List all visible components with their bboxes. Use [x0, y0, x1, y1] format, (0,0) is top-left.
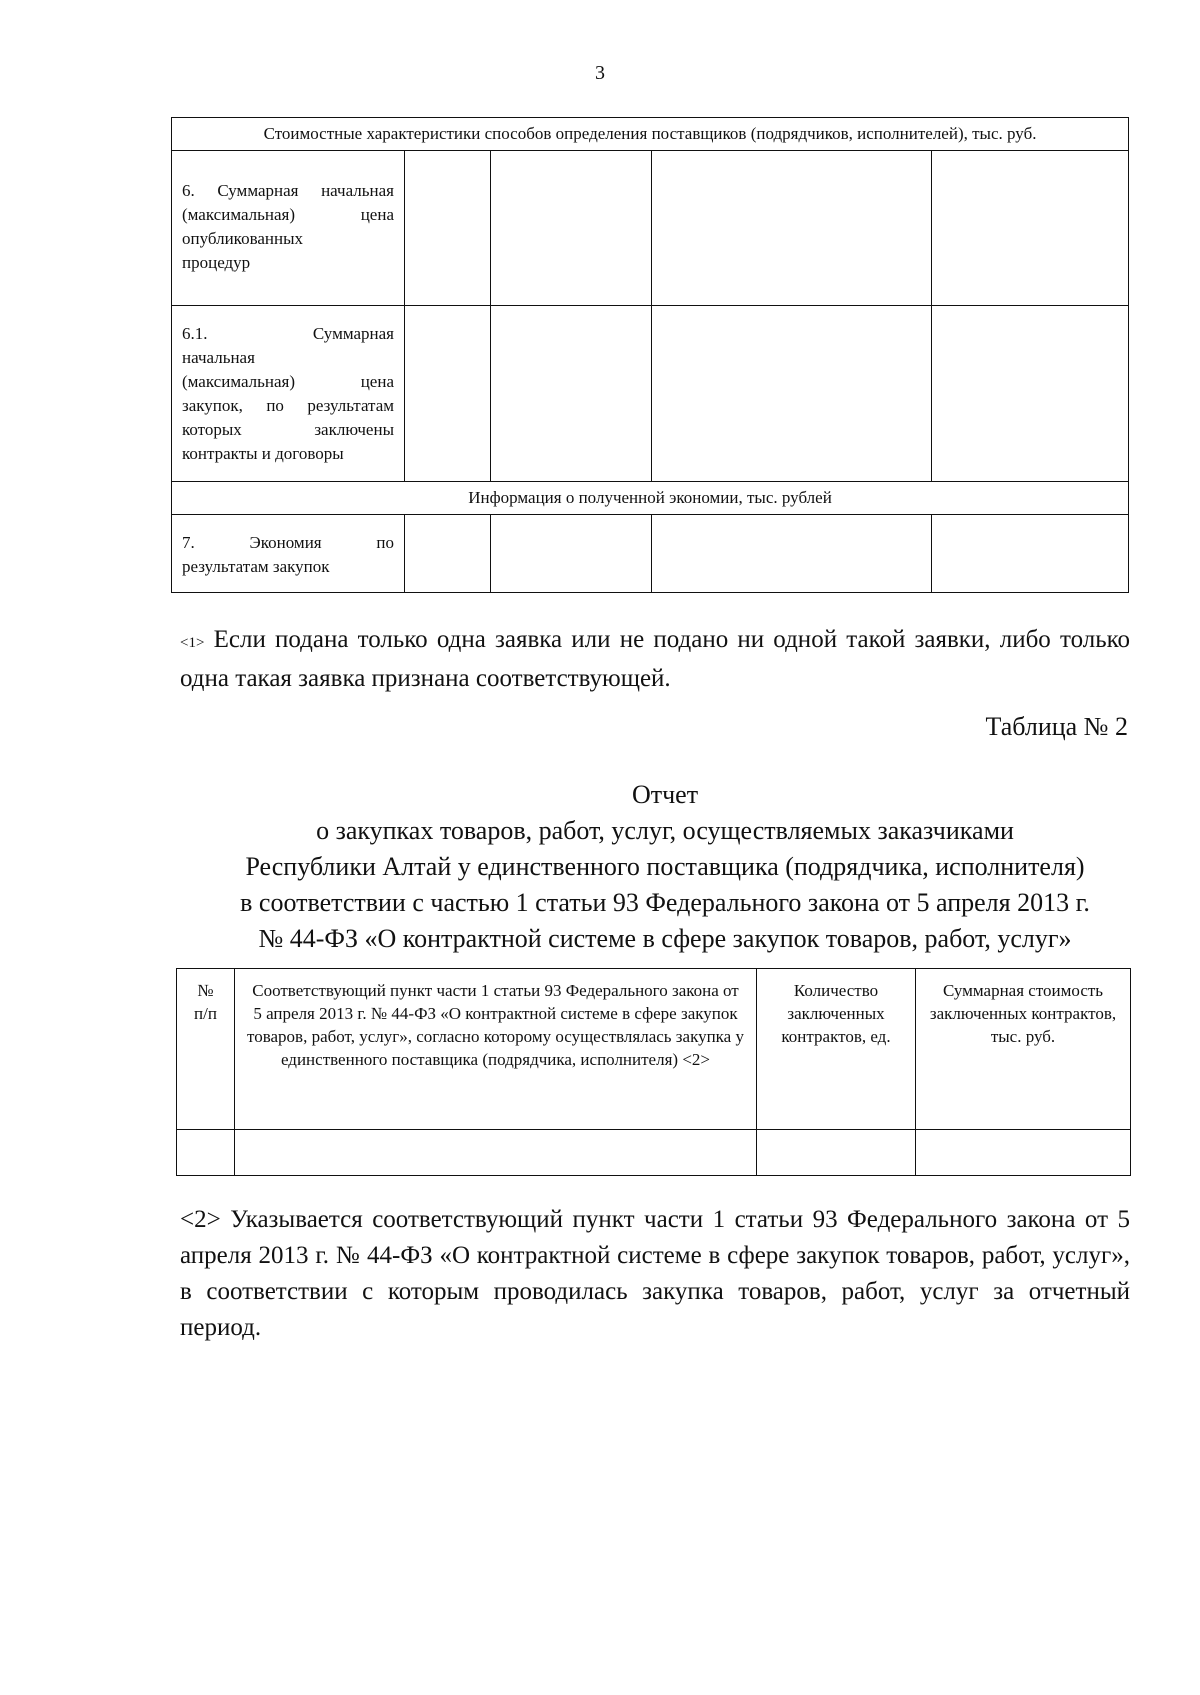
row61-line: контракты и договоры — [182, 444, 344, 463]
row6-line: опубликованных — [182, 229, 304, 248]
table-cell — [405, 151, 491, 306]
column-header-total: Суммарная стоимость заключенных контрактов, тыс. руб. — [916, 969, 1131, 1130]
table-cell — [932, 151, 1129, 306]
row6-line: 6. Суммарная начальная — [182, 181, 394, 200]
row6-line: (максимальная) цена — [182, 205, 394, 224]
cost-header-cell: Стоимостные характеристики способов определения поставщиков (подрядчиков, исполнителей), тыс. руб. — [172, 118, 1129, 151]
table-header-row — [177, 969, 1131, 1130]
footnote-marker: <1> — [180, 635, 205, 651]
row61-line: которых заключены — [182, 420, 394, 439]
page-number: 3 — [595, 62, 605, 84]
table-cell — [491, 515, 652, 593]
row6-line: процедур — [182, 253, 251, 272]
table-row — [172, 306, 1129, 482]
report-title-line: Отчет — [631, 780, 699, 809]
table-row — [172, 151, 1129, 306]
single-supplier-report-table — [176, 968, 1131, 1176]
report-title-line: Республики Алтай у единственного поставщика (подрядчика, исполнителя) — [245, 852, 1085, 881]
table-cell — [652, 515, 932, 593]
table-cell — [405, 515, 491, 593]
row61-line: (максимальная) цена — [182, 372, 394, 391]
report-title — [0, 777, 1200, 957]
table-cell — [405, 306, 491, 482]
footnote-2: <2> Указывается соответствующий пункт части 1 статьи 93 Федерального закона от 5 апреля 2013 г. № 44-ФЗ «О контрактной системе в сфере закупок товаров, работ, услуг», в соответствии с которым проводилась закупка товаров, работ, услуг за отчетный период. — [180, 1206, 1130, 1341]
report-title-line: № 44-ФЗ «О контрактной системе в сфере закупок товаров, работ, услуг» — [258, 924, 1072, 953]
table-cell — [932, 515, 1129, 593]
table-row — [172, 515, 1129, 593]
row7-line: 7. Экономия по — [182, 533, 394, 552]
table-number: Таблица № 2 — [985, 712, 1128, 741]
report-title-line: в соответствии с частью 1 статьи 93 Федерального закона от 5 апреля 2013 г. — [240, 888, 1090, 917]
table-cell — [491, 151, 652, 306]
report-title-line: о закупках товаров, работ, услуг, осуществляемых заказчиками — [316, 816, 1014, 845]
table-cell — [491, 306, 652, 482]
row7-label — [172, 515, 405, 593]
column-header-count: Количество заключенных контрактов, ед. — [757, 969, 916, 1130]
table-cell — [757, 1130, 916, 1176]
table-cell — [916, 1130, 1131, 1176]
table-cell — [235, 1130, 757, 1176]
table-row — [172, 482, 1129, 515]
table-row — [172, 118, 1129, 151]
row61-line: начальная — [182, 348, 255, 367]
row7-line: результатам закупок — [182, 557, 330, 576]
table-cell — [932, 306, 1129, 482]
footnote-1 — [180, 622, 1130, 697]
table-cell — [652, 151, 932, 306]
row61-label — [172, 306, 405, 482]
table-cell — [652, 306, 932, 482]
footnote-1-text: Если подана только одна заявка или не подано ни одной такой заявки, либо только одна такая заявка признана соответствующей. — [180, 626, 1130, 692]
column-header-clause: Соответствующий пункт части 1 статьи 93 Федерального закона от 5 апреля 2013 г. № 44-ФЗ «О контрактной системе в сфере закупок товаров, работ, услуг», согласно которому осуществлялась закупка у единственного поставщика (подрядчика, исполнителя) <2> — [235, 969, 757, 1130]
row6-label — [172, 151, 405, 306]
column-header-number: № п/п — [177, 969, 235, 1130]
row61-line: 6.1. Суммарная — [182, 324, 394, 343]
economy-header-cell: Информация о полученной экономии, тыс. рублей — [172, 482, 1129, 515]
row61-line: закупок, по результатам — [182, 396, 394, 415]
table-row — [177, 1130, 1131, 1176]
cost-characteristics-table — [171, 117, 1129, 593]
table-cell — [177, 1130, 235, 1176]
